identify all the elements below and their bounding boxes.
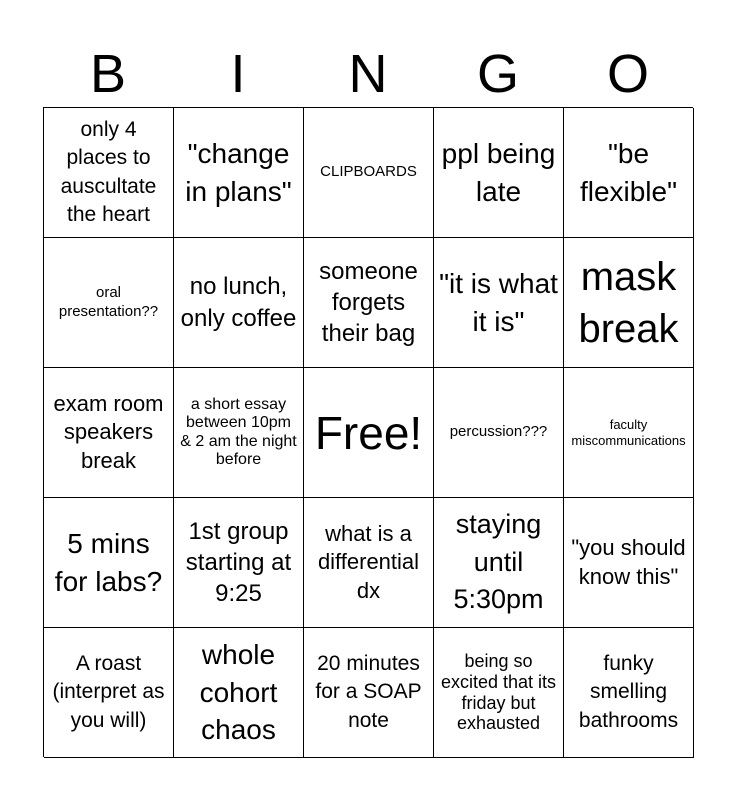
- bingo-cell-r4-c4[interactable]: [434, 498, 564, 628]
- cell-text: whole cohort chaos: [199, 638, 278, 746]
- cell-text: a short essay between 10pm & 2 am the night before: [180, 395, 297, 468]
- bingo-cell-r5-c4[interactable]: [434, 628, 564, 758]
- header-letter-o: O: [606, 44, 649, 104]
- bingo-cell-r5-c5[interactable]: [564, 628, 694, 758]
- cell-text: "be flexible": [579, 137, 678, 207]
- header-letter-b: B: [89, 44, 127, 104]
- cell-text: "it is what it is": [439, 267, 558, 337]
- header-letter-i: I: [230, 44, 246, 104]
- cell-text: exam room speakers break: [53, 390, 164, 473]
- bingo-board: [43, 107, 693, 757]
- bingo-cell-r3-c4[interactable]: [434, 368, 564, 498]
- header-letter-n: N: [348, 44, 388, 104]
- bingo-cell-r5-c3[interactable]: [304, 628, 434, 758]
- bingo-header: [43, 40, 693, 108]
- cell-text: staying until 5:30pm: [453, 508, 544, 615]
- cell-text: funky smelling bathrooms: [578, 651, 679, 732]
- bingo-cell-r2-c3[interactable]: [304, 238, 434, 368]
- cell-text: ppl being late: [441, 137, 556, 207]
- cell-text: mask break: [578, 254, 679, 351]
- bingo-cell-r4-c3[interactable]: [304, 498, 434, 628]
- cell-text: A roast (interpret as you will): [52, 651, 165, 732]
- bingo-cell-r2-c2[interactable]: [174, 238, 304, 368]
- bingo-cell-r4-c5[interactable]: [564, 498, 694, 628]
- bingo-cell-r3-c5[interactable]: [564, 368, 694, 498]
- bingo-cell-r1-c5[interactable]: [564, 108, 694, 238]
- bingo-cell-r1-c2[interactable]: [174, 108, 304, 238]
- bingo-cell-free[interactable]: [304, 368, 434, 498]
- bingo-cell-r3-c1[interactable]: [44, 368, 174, 498]
- bingo-cell-r2-c1[interactable]: [44, 238, 174, 368]
- cell-text: CLIPBOARDS: [320, 163, 417, 181]
- bingo-cell-r3-c2[interactable]: [174, 368, 304, 498]
- free-space-text: Free!: [314, 406, 423, 459]
- cell-text: percussion???: [449, 423, 548, 441]
- cell-text: 1st group starting at 9:25: [185, 517, 292, 608]
- cell-text: faculty miscommunications: [571, 416, 686, 448]
- cell-text: 5 mins for labs?: [54, 527, 163, 597]
- cell-text: someone forgets their bag: [319, 257, 418, 348]
- cell-text: "change in plans": [185, 137, 292, 207]
- bingo-cell-r1-c3[interactable]: [304, 108, 434, 238]
- bingo-cell-r4-c1[interactable]: [44, 498, 174, 628]
- cell-text: "you should know this": [571, 534, 686, 589]
- cell-text: only 4 places to auscultate the heart: [60, 117, 157, 226]
- bingo-cell-r5-c2[interactable]: [174, 628, 304, 758]
- bingo-cell-r1-c1[interactable]: [44, 108, 174, 238]
- bingo-cell-r2-c4[interactable]: [434, 238, 564, 368]
- cell-text: being so excited that its friday but exhausted: [440, 651, 557, 734]
- cell-text: no lunch, only coffee: [180, 273, 297, 332]
- bingo-cell-r1-c4[interactable]: [434, 108, 564, 238]
- bingo-cell-r2-c5[interactable]: [564, 238, 694, 368]
- cell-text: 20 minutes for a SOAP note: [315, 651, 422, 732]
- header-letter-g: G: [476, 44, 519, 104]
- bingo-cell-r4-c2[interactable]: [174, 498, 304, 628]
- cell-text: what is a differential dx: [317, 520, 420, 603]
- bingo-cell-r5-c1[interactable]: [44, 628, 174, 758]
- cell-text: oral presentation??: [58, 283, 159, 320]
